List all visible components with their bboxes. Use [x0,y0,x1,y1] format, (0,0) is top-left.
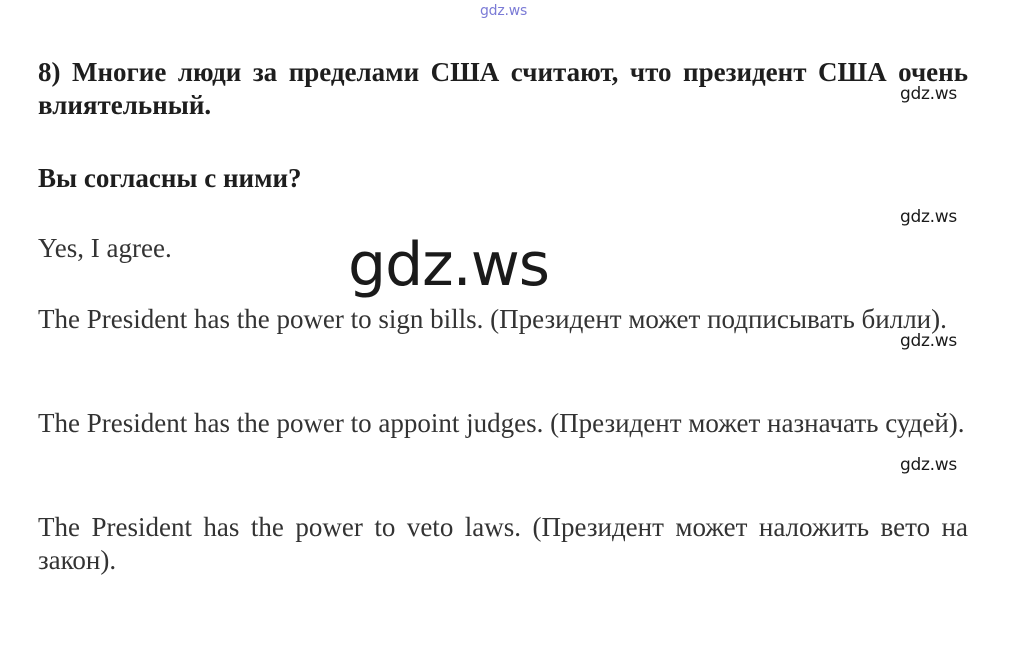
watermark-side-4: gdz.ws [900,455,957,475]
watermark-top: gdz.ws [480,3,528,19]
watermark-side-1: gdz.ws [900,84,957,104]
answer-point-2: The President has the power to appoint judges. (Президент может назначать судей). [38,408,965,438]
answer-point-3: The President has the power to veto laws. (Президент может наложить вето на закон). [38,512,968,575]
watermark-center: gdz.ws [348,230,550,300]
question-prompt: Вы согласны с ними? [38,163,302,193]
watermark-side-3: gdz.ws [900,331,957,351]
answer-intro: Yes, I agree. [38,233,172,263]
watermark-side-2: gdz.ws [900,207,957,227]
question-title: 8) Многие люди за пределами США считают, что президент США очень влиятельный. [38,57,968,120]
answer-point-1: The President has the power to sign bills. (Президент может подписывать билли). [38,304,947,334]
